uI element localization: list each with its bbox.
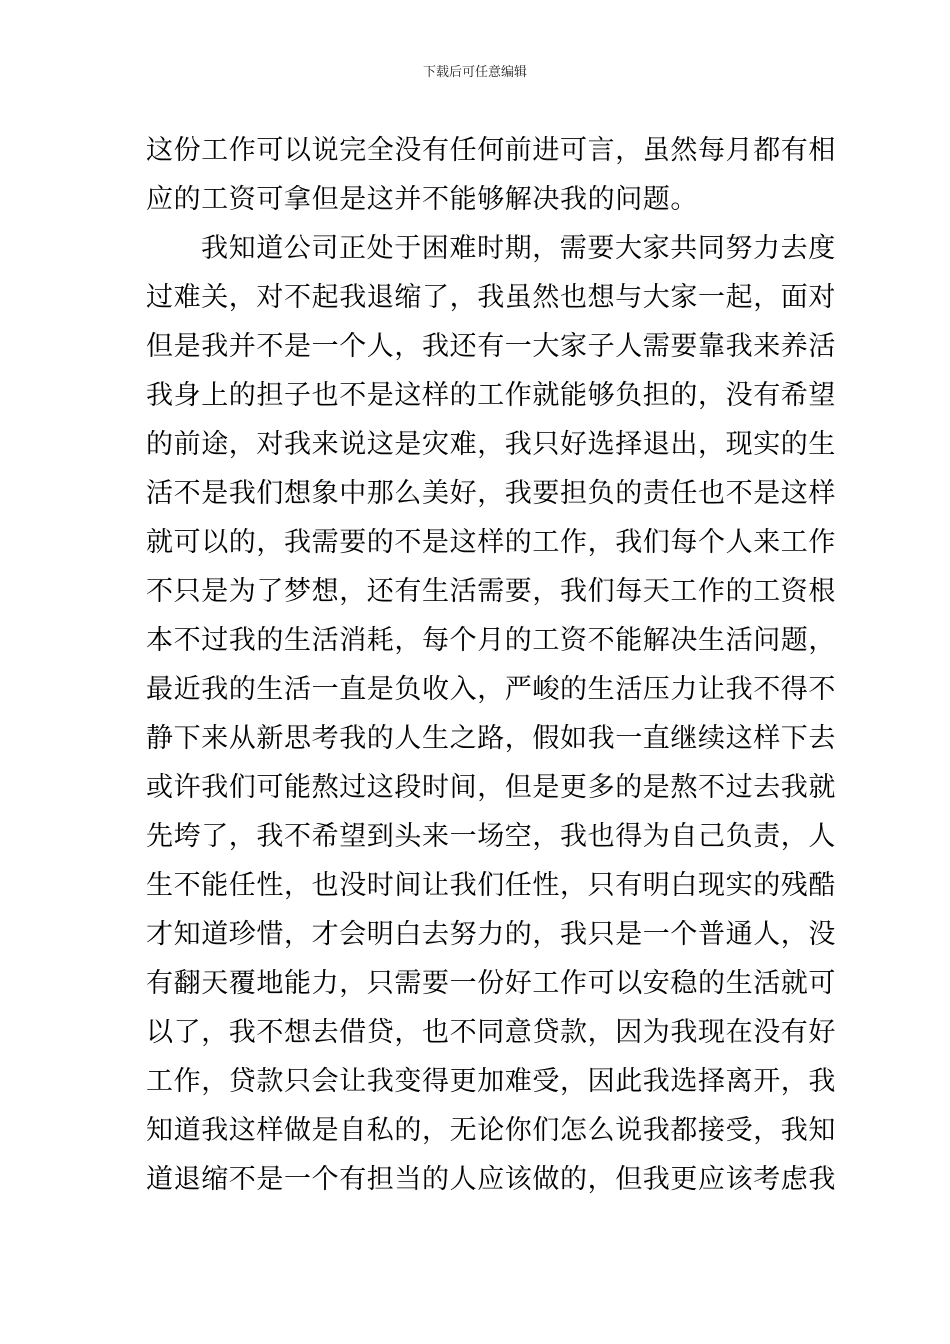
page-header: 下载后可任意编辑: [422, 65, 527, 80]
text-line-13: 静下来从新思考我的人生之路，假如我一直继续这样下去: [146, 723, 836, 754]
text-line-9: 就可以的，我需要的不是这样的工作，我们每个人来工作: [146, 527, 836, 558]
text-line-7: 的前途，对我来说这是灾难，我只好选择退出，现实的生: [146, 429, 836, 460]
text-line-3: 我知道公司正处于困难时期，需要大家共同努力去度: [201, 233, 836, 264]
text-line-6: 我身上的担子也不是这样的工作就能够负担的，没有希望: [146, 380, 836, 411]
text-line-12: 最近我的生活一直是负收入，严峻的生活压力让我不得不: [146, 674, 836, 705]
text-line-16: 生不能任性，也没时间让我们任性，只有明白现实的残酷: [146, 870, 836, 901]
text-line-8: 活不是我们想象中那么美好，我要担负的责任也不是这样: [146, 478, 836, 509]
document-body: [146, 126, 836, 1204]
text-line-21: 知道我这样做是自私的，无论你们怎么说我都接受，我知: [146, 1115, 836, 1146]
text-line-4: 过难关，对不起我退缩了，我虽然也想与大家一起，面对: [146, 282, 836, 313]
text-line-19: 以了，我不想去借贷，也不同意贷款，因为我现在没有好: [146, 1017, 836, 1048]
text-line-5: 但是我并不是一个人，我还有一大家子人需要靠我来养活: [146, 331, 836, 362]
text-line-10: 不只是为了梦想，还有生活需要，我们每天工作的工资根: [146, 576, 836, 607]
text-line-1: 这份工作可以说完全没有任何前进可言，虽然每月都有相: [146, 135, 836, 166]
text-line-14: 或许我们可能熬过这段时间，但是更多的是熬不过去我就: [146, 772, 836, 803]
text-line-18: 有翻天覆地能力，只需要一份好工作可以安稳的生活就可: [146, 968, 836, 999]
text-line-15: 先垮了，我不希望到头来一场空，我也得为自己负责，人: [146, 821, 836, 852]
text-line-17: 才知道珍惜，才会明白去努力的，我只是一个普通人，没: [146, 919, 836, 950]
text-line-11: 本不过我的生活消耗，每个月的工资不能解决生活问题，: [146, 625, 836, 656]
text-line-2: 应的工资可拿但是这并不能够解决我的问题。: [146, 184, 698, 215]
text-line-22: 道退缩不是一个有担当的人应该做的，但我更应该考虑我: [146, 1164, 836, 1195]
text-line-20: 工作，贷款只会让我变得更加难受，因此我选择离开，我: [146, 1066, 836, 1097]
